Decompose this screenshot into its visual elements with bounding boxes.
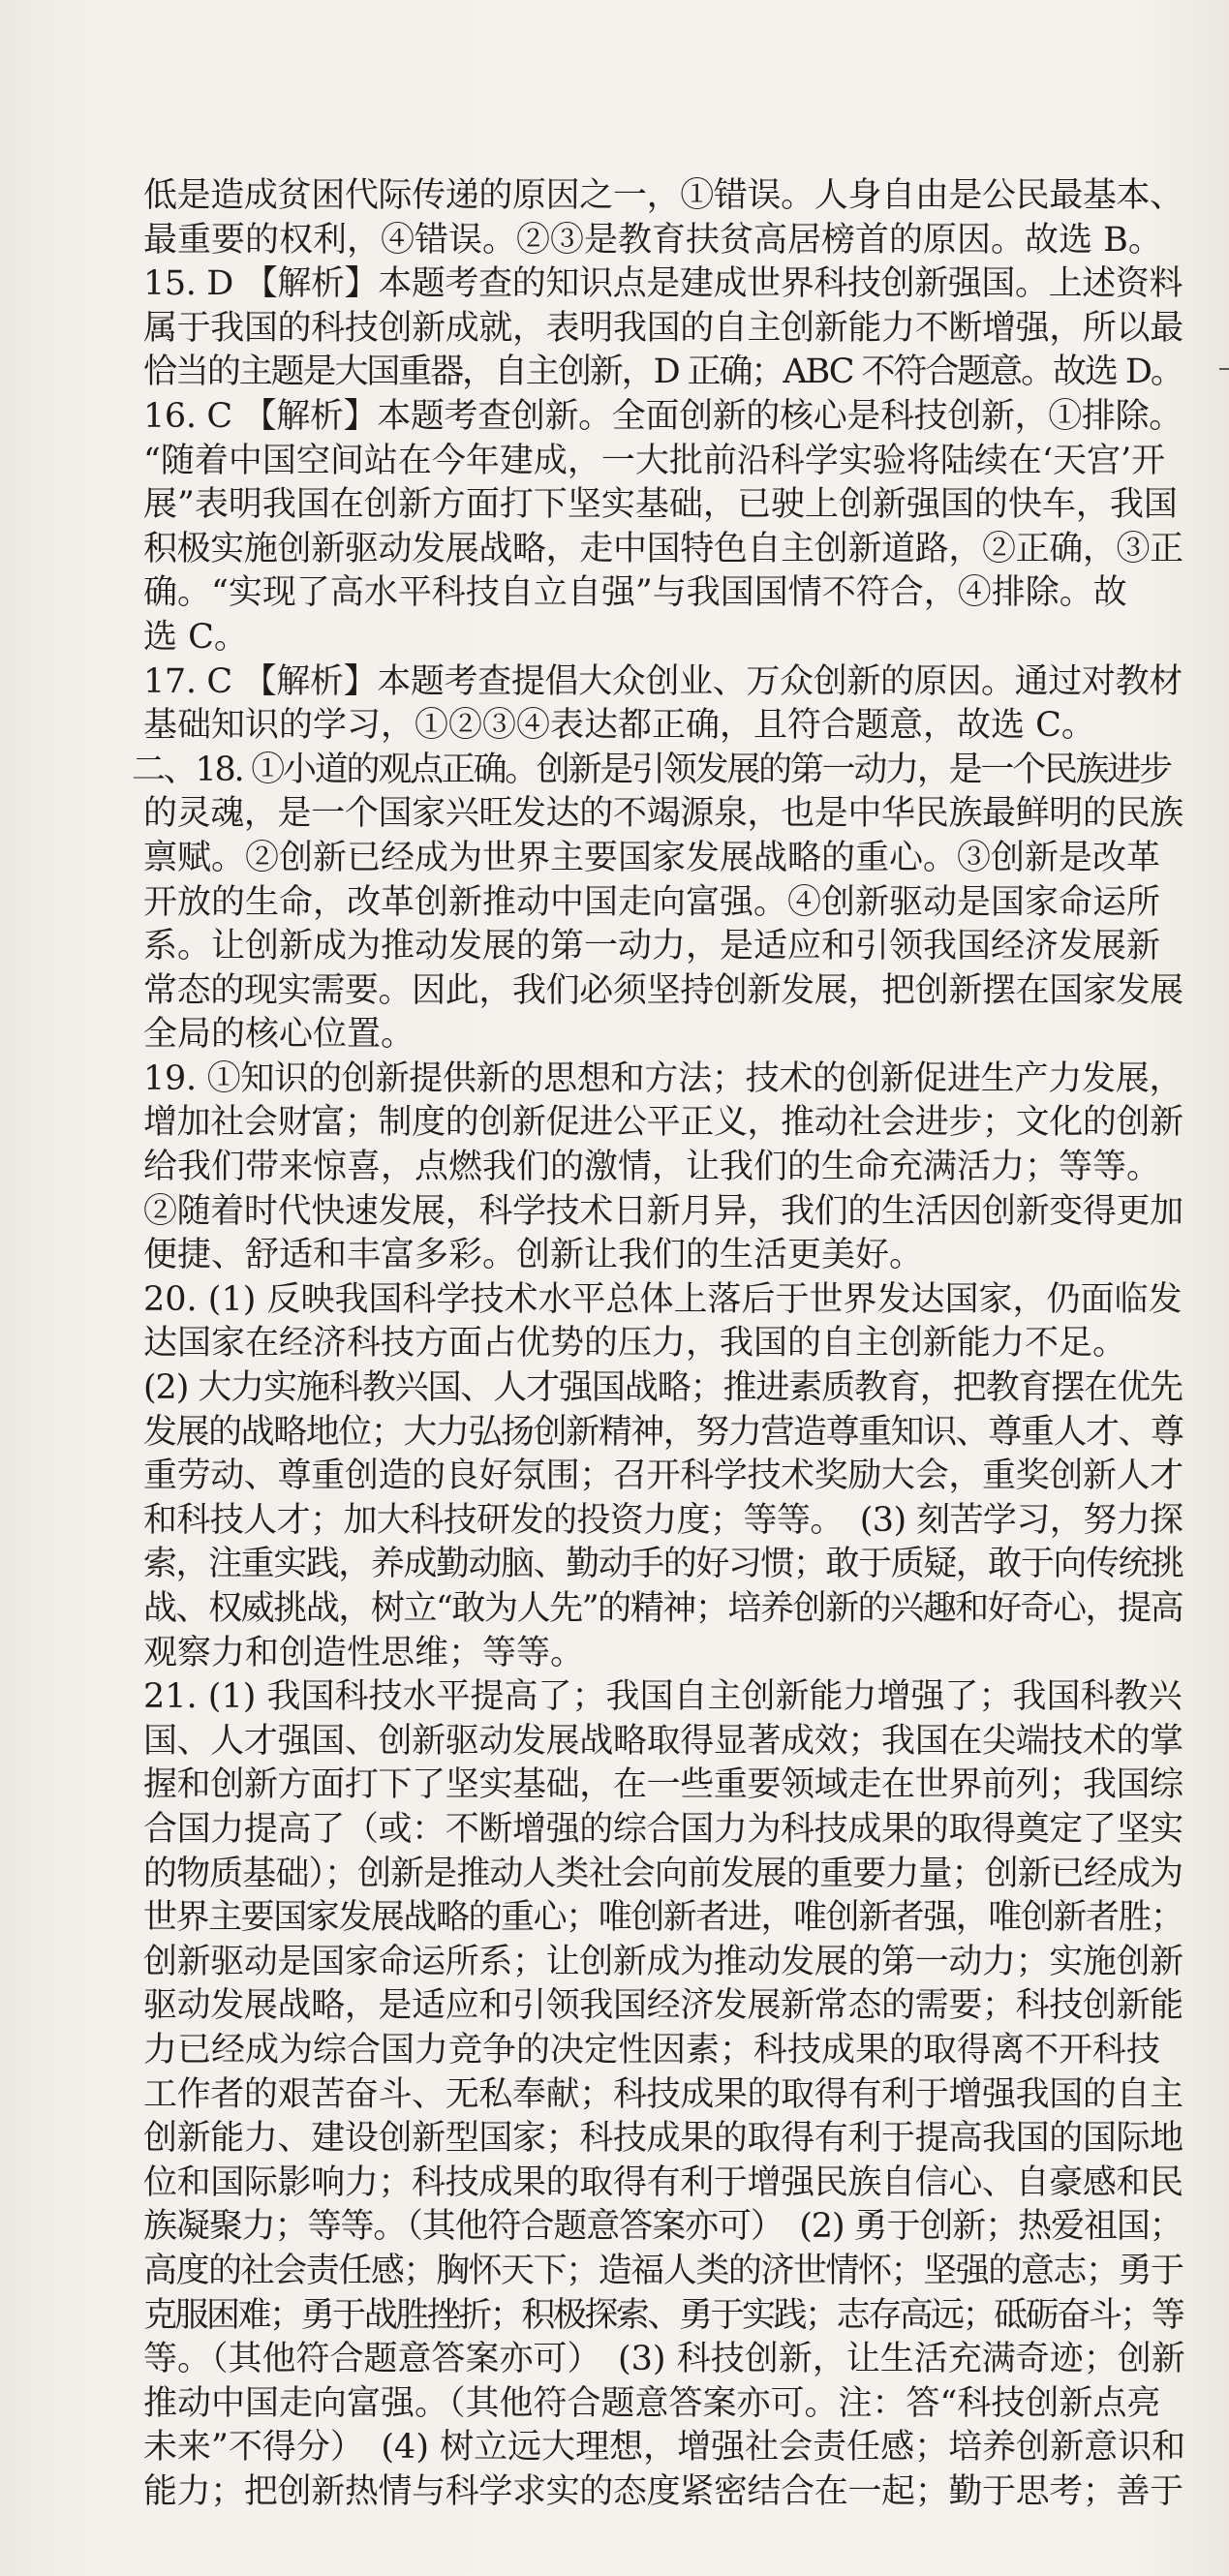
- text-line: 位和国际影响力；科技成果的取得有利于增强民族自信心、自豪感和民: [143, 2162, 1183, 2202]
- text-line: 禀赋。②创新已经成为世界主要国家发展战略的重心。③创新是改革: [143, 838, 1161, 877]
- text-line: 确。“实现了高水平科技自立自强”与我国国情不符合，④排除。故: [143, 573, 1127, 613]
- text-line: 合国力提高了（或：不断增强的综合国力为科技成果的取得奠定了坚实: [143, 1809, 1183, 1849]
- text-line: 16. C 【解析】本题考查创新。全面创新的核心是科技创新，①排除。: [143, 396, 1183, 436]
- text-line: 17. C 【解析】本题考查提倡大众创业、万众创新的原因。通过对教材: [143, 661, 1183, 701]
- text-line: 等。（其他符合题意答案亦可） (3) 科技创新，让生活充满奇迹；创新: [143, 2340, 1185, 2379]
- text-line: 基础知识的学习，①②③④表达都正确，且符合题意，故选 C。: [143, 706, 1095, 746]
- text-line: 战、权威挑战，树立“敢为人先”的精神；培养创新的兴趣和好奇心，提高: [143, 1589, 1183, 1628]
- text-line: 给我们带来惊喜，点燃我们的激情，让我们的生命充满活力；等等。: [143, 1148, 1161, 1187]
- text-line: 驱动发展战略，是适应和引领我国经济发展新常态的需要；科技创新能: [143, 1986, 1183, 2026]
- text-line: 工作者的艰苦奋斗、无私奉献；科技成果的取得有利于增强我国的自主: [143, 2074, 1183, 2114]
- text-line: 达国家在经济科技方面占优势的压力，我国的自主创新能力不足。: [143, 1324, 1127, 1364]
- text-line: 克服困难；勇于战胜挫折；积极探索、勇于实践；志存高远；砥砺奋斗；等: [143, 2295, 1183, 2335]
- text-line: 的物质基础）；创新是推动人类社会向前发展的重要力量；创新已经成为: [143, 1854, 1183, 1893]
- text-line: 最重要的权利，④错误。②③是教育扶贫高居榜首的原因。故选 B。: [143, 220, 1162, 260]
- text-line: 观察力和创造性思维；等等。: [143, 1633, 585, 1672]
- text-line: 力已经成为综合国力竞争的决定性因素；科技成果的取得离不开科技: [143, 2030, 1161, 2070]
- text-line: 便捷、舒适和丰富多彩。创新让我们的生活更美好。: [143, 1236, 924, 1275]
- text-line: 推动中国走向富强。（其他符合题意答案亦可。注：答“科技创新点亮: [143, 2383, 1161, 2423]
- text-line: 恰当的主题是大国重器，自主创新，D 正确；ABC 不符合题意。故选 D。: [143, 353, 1183, 392]
- text-line: 国、人才强国、创新驱动发展战略取得显著成效；我国在尖端技术的掌: [143, 1721, 1183, 1761]
- text-line: 创新能力、建设创新型国家；科技成果的取得有利于提高我国的国际地: [143, 2119, 1183, 2159]
- text-line: 能力；把创新热情与科学求实的态度紧密结合在一起；勤于思考；善于: [143, 2471, 1183, 2511]
- answer-key-text: [132, 174, 1189, 2514]
- text-line: 15. D 【解析】本题考查的知识点是建成世界科技创新强国。上述资料: [143, 264, 1183, 304]
- text-line: 高度的社会责任感；胸怀天下；造福人类的济世情怀；坚强的意志；勇于: [143, 2251, 1183, 2290]
- text-line: 族凝聚力；等等。（其他符合题意答案亦可） (2) 勇于创新；热爱祖国；: [143, 2207, 1183, 2247]
- text-line: 未来”不得分） (4) 树立远大理想，增强社会责任感；培养创新意识和: [143, 2428, 1186, 2468]
- text-line: 21. (1) 我国科技水平提高了；我国自主创新能力增强了；我国科教兴: [143, 1677, 1183, 1717]
- text-line: “随着中国空间站在今年建成，一大批前沿科学实验将陆续在‘天宫’开: [143, 441, 1166, 480]
- text-line: 全局的核心位置。: [143, 1015, 415, 1055]
- text-line: 积极实施创新驱动发展战略，走中国特色自主创新道路，②正确，③正: [143, 529, 1183, 568]
- text-line: 握和创新方面打下了坚实基础，在一些重要领域走在世界前列；我国综: [143, 1765, 1183, 1805]
- page-edge-mark: [1219, 368, 1229, 370]
- text-line: 的灵魂，是一个国家兴旺发达的不竭源泉，也是中华民族最鲜明的民族: [143, 794, 1183, 834]
- text-line: 展”表明我国在创新方面打下坚实基础，已驶上创新强国的快车，我国: [143, 485, 1178, 525]
- text-line: (2) 大力实施科教兴国、人才强国战略；推进素质教育，把教育摆在优先: [143, 1368, 1183, 1408]
- text-line: 开放的生命，改革创新推动中国走向富强。④创新驱动是国家命运所: [143, 882, 1161, 922]
- text-line: 常态的现实需要。因此，我们必须坚持创新发展，把创新摆在国家发展: [143, 970, 1183, 1010]
- text-line: 二、18. ①小道的观点正确。创新是引领发展的第一动力，是一个民族进步: [132, 750, 1171, 789]
- text-line: 索，注重实践，养成勤动脑、勤动手的好习惯；敢于质疑，敢于向传统挑: [143, 1545, 1183, 1584]
- text-line: 增加社会财富；制度的创新促进公平正义，推动社会进步；文化的创新: [143, 1103, 1183, 1143]
- text-line: 和科技人才；加大科技研发的投资力度；等等。 (3) 刻苦学习，努力探: [143, 1500, 1183, 1540]
- text-line: 系。让创新成为推动发展的第一动力，是适应和引领我国经济发展新: [143, 927, 1161, 966]
- text-line: 19. ①知识的创新提供新的思想和方法；技术的创新促进生产力发展，: [143, 1058, 1183, 1098]
- text-line: 创新驱动是国家命运所系；让创新成为推动发展的第一动力；实施创新: [143, 1942, 1183, 1981]
- text-line: 发展的战略地位；大力弘扬创新精神，努力营造尊重知识、尊重人才、尊: [143, 1412, 1183, 1452]
- text-line: 世界主要国家发展战略的重心；唯创新者进，唯创新者强，唯创新者胜；: [143, 1898, 1183, 1938]
- text-line: 低是造成贫困代际传递的原因之一，①错误。人身自由是公民最基本、: [143, 176, 1183, 215]
- text-line: 属于我国的科技创新成就，表明我国的自主创新能力不断增强，所以最: [143, 308, 1183, 348]
- text-line: 20. (1) 反映我国科学技术水平总体上落后于世界发达国家，仍面临发: [143, 1279, 1183, 1319]
- text-line: 选 C。: [143, 617, 248, 657]
- text-line: 重劳动、尊重创造的良好氛围；召开科学技术奖励大会，重奖创新人才: [143, 1457, 1183, 1496]
- text-line: ②随着时代快速发展，科学技术日新月异，我们的生活因创新变得更加: [143, 1191, 1183, 1231]
